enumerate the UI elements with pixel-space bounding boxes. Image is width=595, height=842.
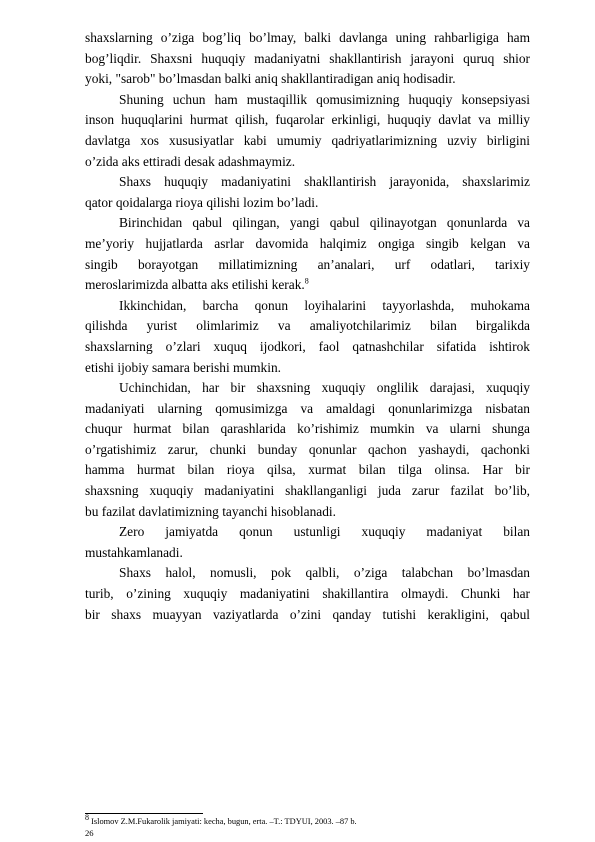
text-line: qilishda yurist olimlarimiz va amaliyotchilarimiz bilan birgalikda xyxy=(85,318,530,334)
text-line-with-footnote xyxy=(85,275,530,296)
text-line: Ikkinchidan, barcha qonun loyihalarini tayyorlashda, muhokama xyxy=(119,297,530,313)
text-line: qator qoidalarga rioya qilishi lozim bo’ladi. xyxy=(85,194,319,210)
text-line: davlatga xos xususiyatlar kabi umumiy qadriyatlarimizning uzviy birligini xyxy=(85,132,530,148)
text-line: etishi ijobiy samara berishi mumkin. xyxy=(85,359,281,375)
footnote-reference: 8 xyxy=(304,276,309,286)
text-line: me’yoriy hujjatlarda asrlar davomida halqimiz ongiga singib kelgan va xyxy=(85,235,530,251)
page-number: 26 xyxy=(85,828,94,838)
text-line: Shaxs huquqiy madaniyatini shakllantirish jarayonida, shaxslarimiz xyxy=(119,174,530,190)
text-line: shaxslarning o’ziga bog’liq bo’lmay, balki davlanga uning rahbarligiga ham xyxy=(85,30,530,45)
text-line: Zero jamiyatda qonun ustunligi xuquqiy madaniyat bilan xyxy=(119,524,530,540)
footnote xyxy=(85,813,357,827)
footnote-divider xyxy=(85,813,203,814)
text-line: chuqur hurmat bilan qarashlarida ko’rishimiz mumkin va ularni shunga xyxy=(85,421,530,437)
text-line: Birinchidan qabul qilingan, yangi qabul qilinayotgan qonunlarda va xyxy=(119,215,530,231)
text-line: o’rgatishimiz zarur, chunki bunday qonunlar qachon yashaydi, qachonki xyxy=(85,441,530,457)
text-line: bir shaxs muayyan vaziyatlarda o’zini qanday tutishi kerakligini, qabul xyxy=(85,606,530,622)
footnote-text: Islomov Z.M.Fukarolik jamiyati: kecha, bugun, erta. –T.: TDYUI, 2003. –87 b. xyxy=(89,817,357,826)
text-line: inson huquqlarini hurmat qilish, fuqarolar erkinligi, huquqiy davlat va milliy xyxy=(85,112,530,128)
text-line: Shuning uchun ham mustaqillik qomusimizning huquqiy konsepsiyasi xyxy=(119,91,530,107)
footnote-marker: 8 xyxy=(85,813,89,823)
text-line: shaxsning xuquqiy madaniyatini shakllanganligi juda zarur fazilat bo’lib, xyxy=(85,483,530,499)
text-line: bu fazilat davlatimizning tayanchi hisoblanadi. xyxy=(85,503,336,519)
text-line: hamma hurmat bilan rioya qilsa, xurmat bilan tilga olinsa. Har bir xyxy=(85,462,530,478)
text-line: bog’liqdir. Shaxsni huquqiy madaniyatni shakllantirish jarayoni quruq shior xyxy=(85,50,530,66)
text-line: shaxslarning o’zlari xuquq ijodkori, faol qatnashchilar sifatida ishtirok xyxy=(85,338,530,354)
text-line: singib borayotgan millatimizning an’analari, urf odatlari, tarixiy xyxy=(85,256,530,272)
text-line: mustahkamlanadi. xyxy=(85,544,183,560)
body-text xyxy=(85,28,530,625)
text-line: madaniyati ularning qomusimizga va amaldagi qonunlarimizga nisbatan xyxy=(85,400,530,416)
text-line: yoki, "sarob" bo’lmasdan balki aniq shakllantiradigan aniq hodisadir. xyxy=(85,71,456,87)
text-line: turib, o’zining xuquqiy madaniyatini shakillantira olmaydi. Chunki har xyxy=(85,586,530,602)
text-line-content: meroslarimizda albatta aks etilishi kerak. xyxy=(85,277,305,293)
text-line: Uchinchidan, har bir shaxsning xuquqiy onglilik darajasi, xuquqiy xyxy=(119,380,530,396)
text-line: Shaxs halol, nomusli, pok qalbli, o’ziga talabchan bo’lmasdan xyxy=(119,565,530,581)
text-line: o’zida aks ettiradi desak adashmaymiz. xyxy=(85,153,296,169)
